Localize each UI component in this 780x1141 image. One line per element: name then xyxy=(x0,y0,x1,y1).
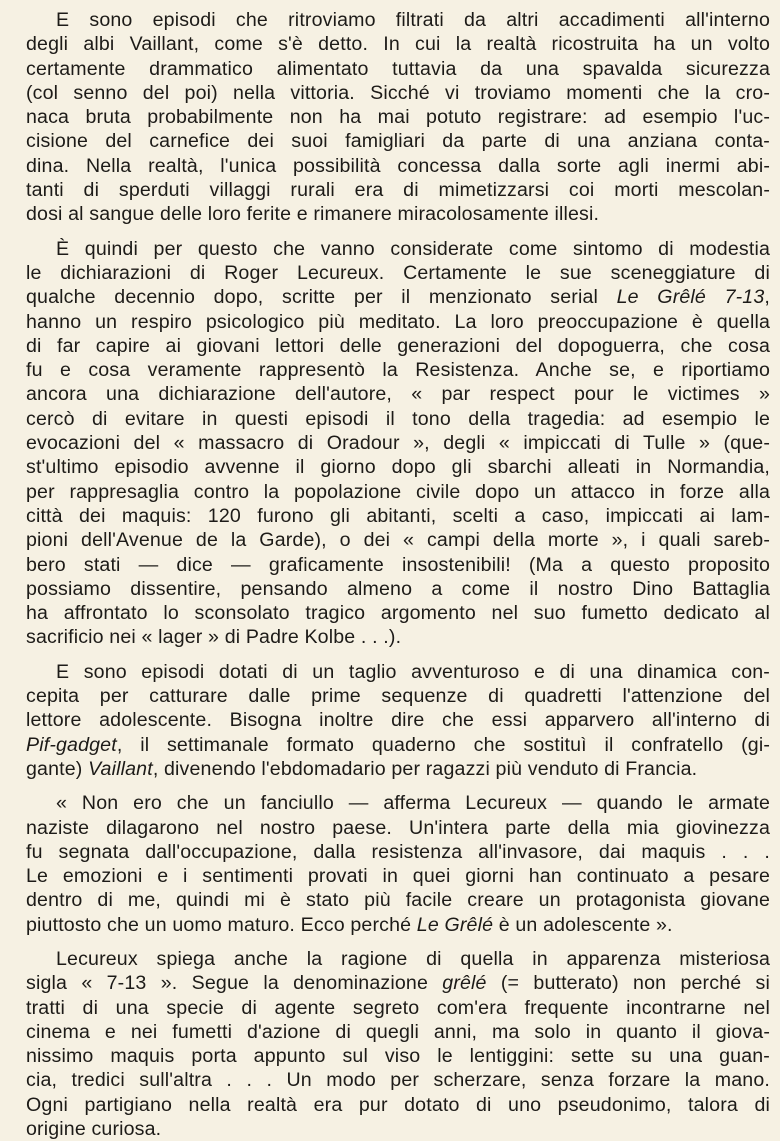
text-line xyxy=(26,791,770,815)
text-segment: dina. Nella realtà, l'unica possibilità concessa dalla sorte agli inermi abi- xyxy=(26,154,770,177)
text-line xyxy=(26,660,770,684)
text-line xyxy=(26,601,770,625)
text-line xyxy=(26,996,770,1020)
text-line xyxy=(26,358,770,382)
text-segment: nissimo maquis porta appunto sul viso le lentiggini: sette su una guan- xyxy=(26,1045,770,1068)
text-segment: cepita per catturare dalle prime sequenze di quadretti l'attenzione del xyxy=(26,685,770,708)
text-segment: bero stati — dice — graficamente insostenibili! (Ma a questo proposito xyxy=(26,553,770,576)
text-segment: degli albi Vaillant, come s'è detto. In cui la realtà ricostruita ha un volto xyxy=(26,33,770,56)
text-segment: , divenendo l'ebdomadario per ragazzi più venduto di Francia. xyxy=(152,757,698,780)
text-segment: , il settimanale formato quaderno che sostituì il confratello (gi- xyxy=(116,733,770,756)
text-segment: gante) xyxy=(26,757,89,780)
text-segment: di far capire ai giovani lettori delle generazioni del dopoguerra, che cosa xyxy=(26,334,770,357)
text-line xyxy=(26,947,770,971)
text-segment: cinema e nei fumetti d'azione di quegli anni, ma solo in quanto il giova- xyxy=(26,1020,770,1043)
text-line xyxy=(26,840,770,864)
text-segment: E sono episodi dotati di un taglio avventuroso e di una dinamica con- xyxy=(56,660,770,683)
text-line xyxy=(26,32,770,56)
text-line xyxy=(26,480,770,504)
text-line xyxy=(26,129,770,153)
text-segment: per rappresaglia contro la popolazione civile dopo un attacco in forze alla xyxy=(26,480,770,503)
text-segment: certamente drammatico alimentato tuttavia da una spavalda sicurezza xyxy=(26,57,770,80)
italic-text: grêlé xyxy=(442,972,487,995)
text-segment: qualche decennio dopo, scritte per il menzionato serial xyxy=(26,286,617,309)
text-line xyxy=(26,708,770,732)
text-segment: Le emozioni e i sentimenti provati in quei giorni han continuato a pesare xyxy=(26,865,770,888)
text-line xyxy=(26,577,770,601)
italic-text: Le Grêlé xyxy=(416,913,494,936)
paragraph xyxy=(26,660,770,781)
paragraph xyxy=(26,237,770,650)
italic-text: Vaillant xyxy=(88,757,153,780)
text-line xyxy=(26,504,770,528)
text-line xyxy=(26,57,770,81)
text-segment: Ogni partigiano nella realtà era pur dotato di uno pseudonimo, talora di xyxy=(26,1093,770,1116)
text-line xyxy=(26,81,770,105)
text-line xyxy=(26,202,770,226)
text-line xyxy=(26,733,770,757)
text-segment: hanno un respiro psicologico più meditato. La loro preoccupazione è quella xyxy=(26,310,770,333)
text-segment: (col senno del poi) nella vittoria. Sicché vi troviamo momenti che la cro- xyxy=(26,81,770,104)
text-line xyxy=(26,455,770,479)
text-line xyxy=(26,684,770,708)
paragraph xyxy=(26,947,770,1141)
paragraph xyxy=(26,791,770,937)
text-segment: evocazioni del « massacro di Oradour », degli « impiccati di Tulle » (que- xyxy=(26,432,770,455)
italic-text: Pif-gadget xyxy=(26,733,117,756)
text-segment: E sono episodi che ritroviamo filtrati da altri accadimenti all'interno xyxy=(56,9,770,31)
text-segment: dosi al sangue delle loro ferite e rimanere miracolosamente illesi. xyxy=(26,203,600,226)
text-segment: « Non ero che un fanciullo — afferma Lecureux — quando le armate xyxy=(56,792,770,815)
text-segment: lettore adolescente. Bisogna inoltre dire che essi apparvero all'interno di xyxy=(26,709,770,732)
text-segment: fu segnata dall'occupazione, dalla resistenza all'invasore, dai maquis . . . xyxy=(26,840,770,863)
text-line xyxy=(26,285,770,309)
text-segment: cisione del carnefice dei suoi famigliari da parte di una anziana conta- xyxy=(26,130,770,153)
text-segment: ancora una dichiarazione dell'autore, « par respect pour le victimes » xyxy=(26,383,770,406)
text-segment: è un adolescente ». xyxy=(493,913,673,936)
text-line xyxy=(26,407,770,431)
text-segment: dentro di me, quindi mi è stato più facile creare un protagonista giovane xyxy=(26,889,770,912)
text-segment: naca bruta probabilmente non ha mai potuto registrare: ad esempio l'uc- xyxy=(26,106,770,129)
text-line xyxy=(26,1068,770,1092)
text-segment: tanti di sperduti villaggi rurali era di mimetizzarsi coi morti mescolan- xyxy=(26,179,770,202)
text-line xyxy=(26,816,770,840)
text-line xyxy=(26,1117,770,1141)
text-segment: possiamo dissentire, pensando almeno a come il nostro Dino Battaglia xyxy=(26,577,770,600)
text-line xyxy=(26,8,770,32)
text-line xyxy=(26,1093,770,1117)
text-segment: sacrificio nei « lager » di Padre Kolbe . . .). xyxy=(26,626,402,649)
text-line xyxy=(26,334,770,358)
text-segment: ha affrontato lo sconsolato tragico argomento nel suo fumetto dedicato al xyxy=(26,602,770,625)
text-segment: pioni dell'Avenue de la Garde), o dei « campi della morte », i quali sareb- xyxy=(26,529,770,552)
text-segment: città dei maquis: 120 furono gli abitanti, scelti a caso, impiccati ai lam- xyxy=(26,504,770,527)
text-line xyxy=(26,1020,770,1044)
text-segment: le dichiarazioni di Roger Lecureux. Certamente le sue sceneggiature di xyxy=(26,261,770,284)
text-line xyxy=(26,382,770,406)
text-line xyxy=(26,178,770,202)
text-line xyxy=(26,310,770,334)
text-segment: È quindi per questo che vanno considerate come sintomo di modestia xyxy=(56,237,770,260)
text-segment: st'ultimo episodio avvenne il giorno dopo gli sbarchi alleati in Normandia, xyxy=(26,456,770,479)
text-segment: tratti di una specie di agente segreto com'era frequente incontrarne nel xyxy=(26,996,770,1019)
text-line xyxy=(26,757,770,781)
italic-text: Le Grêlé 7-13 xyxy=(616,286,765,309)
text-line xyxy=(26,913,770,937)
text-line xyxy=(26,888,770,912)
text-line xyxy=(26,431,770,455)
text-segment: fu e cosa veramente rappresentò la Resistenza. Anche se, e riportiamo xyxy=(26,359,770,382)
text-line xyxy=(26,971,770,995)
text-line xyxy=(26,553,770,577)
text-segment: Lecureux spiega anche la ragione di quella in apparenza misteriosa xyxy=(56,947,770,970)
text-segment: naziste dilagarono nel nostro paese. Un'intera parte della mia giovinezza xyxy=(26,816,770,839)
text-line xyxy=(26,864,770,888)
text-segment: cia, tredici sull'altra . . . Un modo per scherzare, senza forzare la mano. xyxy=(26,1069,770,1092)
text-line xyxy=(26,1044,770,1068)
text-segment: sigla « 7-13 ». Segue la denominazione xyxy=(26,972,443,995)
text-segment: (= butterato) non perché si xyxy=(486,972,770,995)
text-line xyxy=(26,237,770,261)
text-segment: cercò di evitare in questi episodi il tono della tragedia: ad esempio le xyxy=(26,407,770,430)
text-segment: origine curiosa. xyxy=(26,1118,162,1141)
text-segment: piuttosto che un uomo maturo. Ecco perché xyxy=(26,913,417,936)
text-line xyxy=(26,261,770,285)
paragraph xyxy=(26,8,770,227)
text-line xyxy=(26,105,770,129)
text-line xyxy=(26,154,770,178)
text-line xyxy=(26,528,770,552)
text-line xyxy=(26,625,770,649)
text-segment: , xyxy=(764,286,770,309)
